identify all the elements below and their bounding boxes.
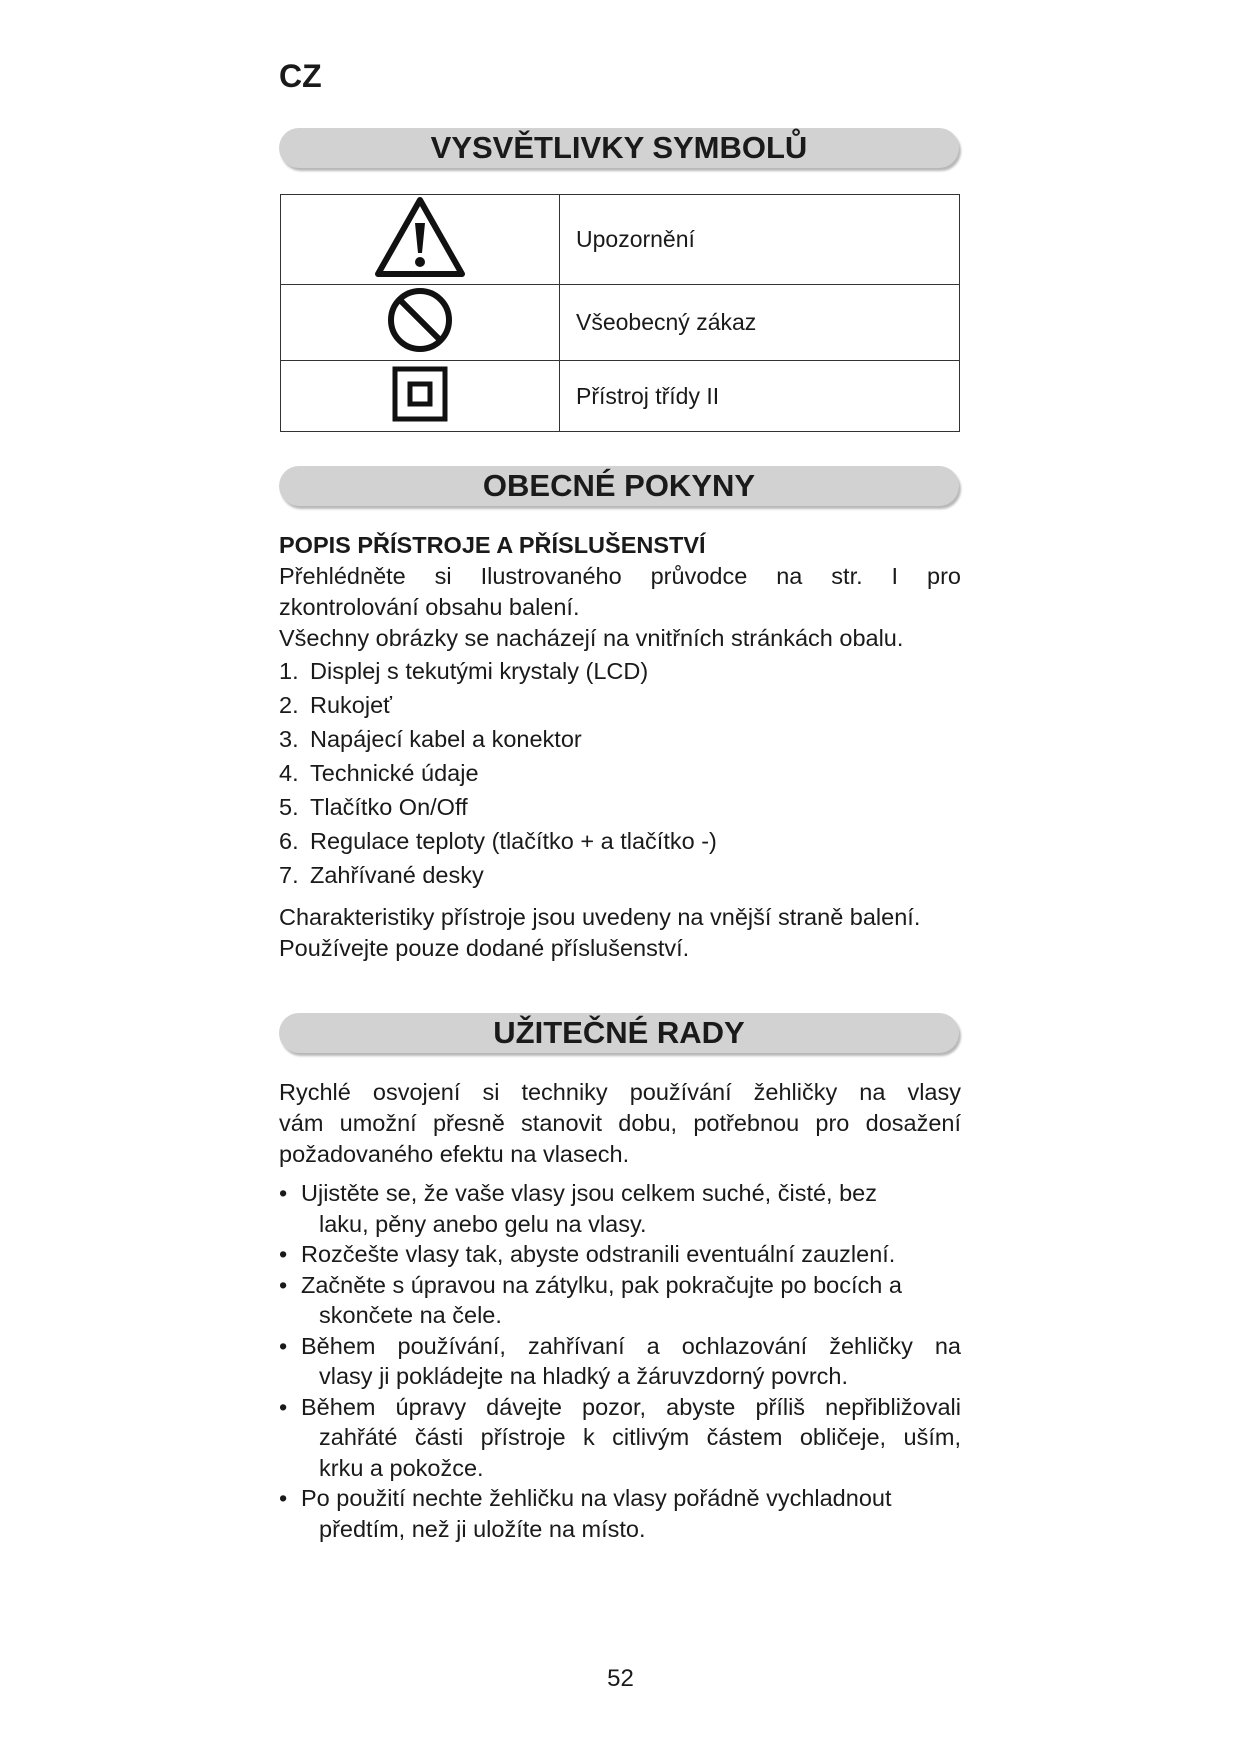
symbol-label: Všeobecný zákaz [560, 285, 960, 361]
list-item: 3. Napájecí kabel a konektor [279, 726, 582, 752]
bullet-icon: • [279, 1180, 288, 1206]
list-item: • Začněte s úpravou na zátylku, pak pokračujte po bocích a skončete na čele. [279, 1271, 902, 1328]
subheading: POPIS PŘÍSTROJE A PŘÍSLUŠENSTVÍ [279, 532, 706, 558]
list-item: 7. Zahřívané desky [279, 862, 484, 888]
symbols-table [280, 194, 960, 432]
list-item: • Ujistěte se, že vaše vlasy jsou celkem suché, čisté, bez laku, pěny anebo gelu na vlasy. [279, 1180, 877, 1237]
intro-line: Přehlédněte si Ilustrovaného průvodce na str. I pro [279, 563, 961, 589]
tips-list [279, 1178, 961, 1544]
warning-triangle-icon [373, 195, 467, 279]
intro-line: Všechny obrázky se nacházejí na vnitřních stránkách obalu. [279, 625, 904, 651]
list-item: 6. Regulace teploty (tlačítko + a tlačítko -) [279, 828, 717, 854]
intro-line: Rychlé osvojení si techniky používání žehličky na vlasy [279, 1079, 961, 1105]
symbol-row [281, 361, 960, 432]
class-ii-double-square-icon [391, 365, 449, 423]
symbol-label: Přístroj třídy II [560, 361, 960, 432]
list-item: • Po použití nechte žehličku na vlasy pořádně vychladnout předtím, než ji uložíte na místo. [279, 1485, 892, 1542]
list-item: 1. Displej s tekutými krystaly (LCD) [279, 658, 649, 684]
list-item: 5. Tlačítko On/Off [279, 794, 468, 820]
bullet-icon: • [279, 1393, 288, 1420]
bullet-icon: • [279, 1332, 288, 1359]
section-title-tips: UŽITEČNÉ RADY [279, 1013, 959, 1053]
language-code: CZ [279, 58, 322, 94]
page-number: 52 [607, 1665, 634, 1692]
bullet-icon: • [279, 1485, 288, 1511]
tips-content [279, 1077, 961, 1544]
symbol-row [281, 195, 960, 285]
symbol-row [281, 285, 960, 361]
list-item: • Během používání, zahřívaní a ochlazování žehličky na vlasy ji pokládejte na hladký a žáruvzdorný povrch. [279, 1332, 961, 1389]
section-title-symbols: VYSVĚTLIVKY SYMBOLŮ [279, 128, 959, 168]
bullet-icon: • [279, 1271, 288, 1298]
bullet-icon: • [279, 1241, 288, 1267]
section-title-general: OBECNÉ POKYNY [279, 466, 959, 506]
parts-list [279, 654, 961, 892]
list-item: 2. Rukojeť [279, 692, 392, 718]
symbol-label: Upozornění [560, 195, 960, 285]
prohibition-icon [386, 286, 454, 354]
list-item: 4. Technické údaje [279, 760, 479, 786]
intro-line: zkontrolování obsahu balení. [279, 594, 580, 620]
general-content [279, 530, 961, 964]
intro-line: vám umožní přesně stanovit dobu, potřebnou pro dosažení [279, 1110, 961, 1136]
list-item: • Během úpravy dávejte pozor, abyste příliš nepřibližovali zahřáté části přístroje k citlivým částem obličeje, uším, krku a pokožce. [279, 1393, 961, 1481]
outro-line: Používejte pouze dodané příslušenství. [279, 935, 690, 961]
outro-line: Charakteristiky přístroje jsou uvedeny na vnější straně balení. [279, 904, 921, 930]
list-item: • Rozčešte vlasy tak, abyste odstranili eventuální zauzlení. [279, 1239, 961, 1270]
intro-line: požadovaného efektu na vlasech. [279, 1141, 630, 1167]
